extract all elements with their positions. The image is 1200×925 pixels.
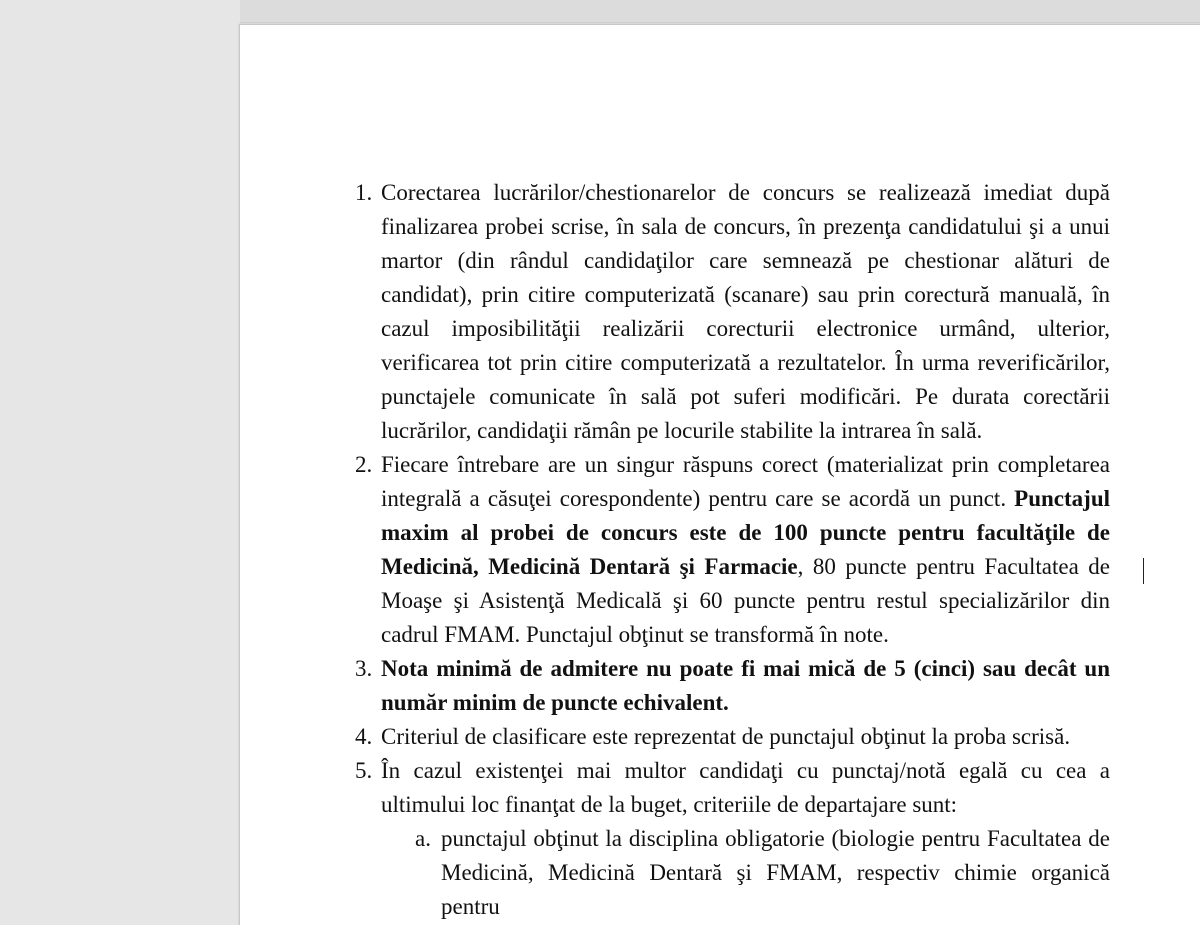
toolbar-strip xyxy=(240,0,1200,23)
list-text: Corectarea lucrărilor/chestionarelor de concurs se realizează imediat după finalizarea probei scrise, în sala de concurs, în prezenţa candidatului şi a unui martor (din rândul candidaţilor care semnează pe chestionar alături de candidat), prin citire computerizată (scanare) sau prin corectură manuală, în cazul imposibilităţii realizării corecturii electronice urmând, ulterior, verificarea tot prin citire computerizată a rezultatelor. În urma reverificărilor, punctajele comunicate în sală pot suferi modificări. Pe durata corectării lucrărilor, candidaţii rămân pe locurile stabilite la intrarea în sală. xyxy=(381,180,1110,443)
list-text: Fiecare întrebare are un singur răspuns corect (materializat prin completarea integrală a căsuţei corespondente) pentru care se acordă un punct. xyxy=(381,452,1110,511)
list-number: 2. xyxy=(355,452,373,477)
list-item-2 xyxy=(355,448,1110,652)
list-item-1 xyxy=(355,176,1110,448)
list-text: , 80 puncte pentru Facultatea de Moaşe şi Asistenţă Medicală şi 60 puncte pentru restul specializărilor din cadrul FMAM. Punctajul obţinut se transformă în note. xyxy=(381,554,1110,647)
list-text-bold: Punctajul maxim al probei de concurs este de 100 puncte pentru facultăţile de Medicină, Medicină Dentară şi Farmacie xyxy=(381,486,1110,579)
list-number: 3. xyxy=(355,656,373,681)
list-text: În cazul existenţei mai multor candidaţi cu punctaj/notă egală cu cea a ultimului loc finanţat de la buget, criteriile de departajare sunt: xyxy=(381,758,1110,817)
document-body[interactable] xyxy=(355,176,1110,924)
sublist-item-a xyxy=(355,822,1110,924)
list-item-3 xyxy=(355,652,1110,720)
list-text: Criteriul de clasificare este reprezentat de punctajul obţinut la proba scrisă. xyxy=(381,724,1071,749)
list-item-4 xyxy=(355,720,1110,754)
list-number: 1. xyxy=(355,180,373,205)
list-number: 5. xyxy=(355,758,373,783)
list-number: 4. xyxy=(355,724,373,749)
list-text-bold: Nota minimă de admitere nu poate fi mai mică de 5 (cinci) sau decât un număr minim de puncte echivalent. xyxy=(381,656,1110,715)
sublist-letter: a. xyxy=(415,826,431,851)
list-item-5 xyxy=(355,754,1110,822)
text-cursor xyxy=(1143,558,1144,584)
sublist-text: punctajul obţinut la disciplina obligatorie (biologie pentru Facultatea de Medicină, Medicină Dentară şi FMAM, respectiv chimie organică pentru xyxy=(441,826,1110,919)
